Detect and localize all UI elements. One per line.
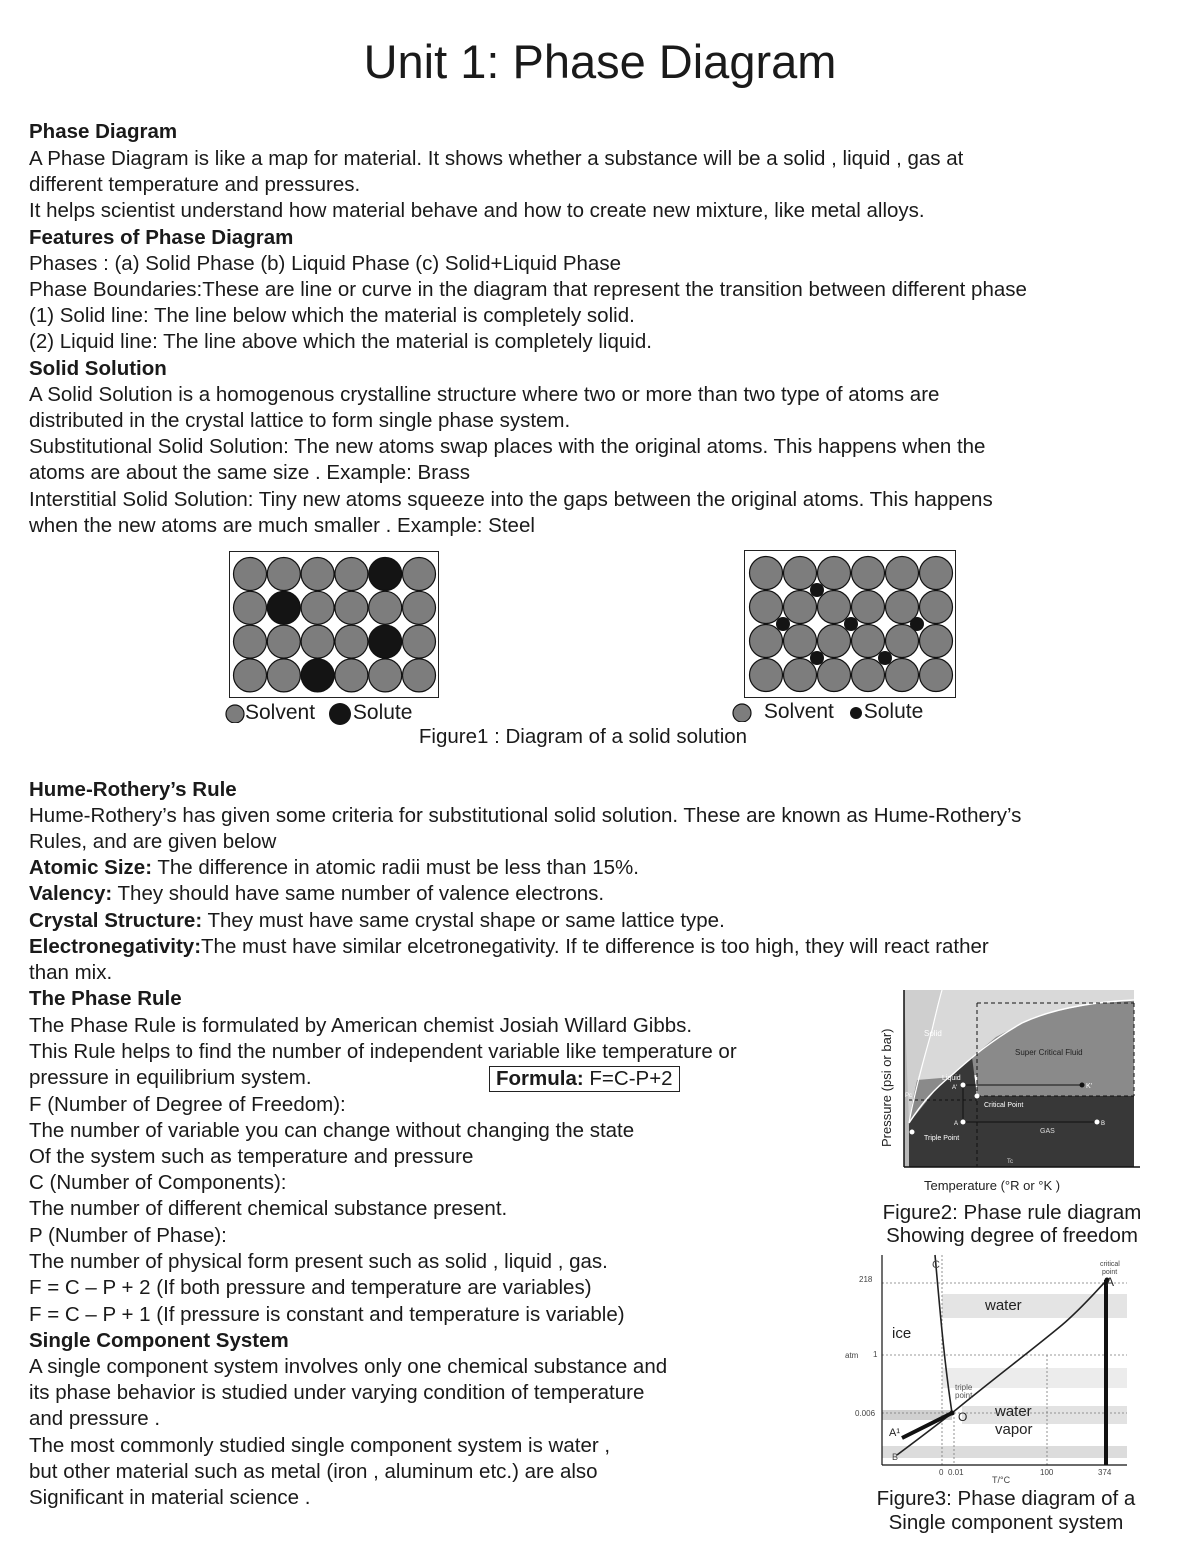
legend-solute-label: Solute (352, 701, 413, 724)
figure2-a-prime-label: A' (952, 1085, 958, 1091)
rule-crystal-structure (29, 908, 725, 934)
paragraph: atoms are about the same size . Example: Brass (29, 461, 470, 484)
rule-atomic-size (29, 855, 639, 881)
solvent-atom (335, 625, 368, 658)
formula-value: F=C-P+2 (583, 1067, 673, 1090)
triple-point-marker (910, 1130, 915, 1135)
figure3-x-tick-374: 374 (1098, 1468, 1112, 1477)
paragraph: Significant in material science . (29, 1486, 311, 1509)
interstitial-solute-atom (810, 651, 824, 665)
paragraph: The number of variable you can change without changing the state (29, 1119, 635, 1142)
substitutional-lattice-diagram (229, 551, 439, 698)
paragraph: A single component system involves only one chemical substance and (29, 1355, 668, 1378)
solvent-atom (301, 625, 334, 658)
solvent-atom (234, 591, 267, 624)
heading-features: Features of Phase Diagram (29, 226, 294, 249)
interstitial-solute-atom (878, 651, 892, 665)
rule-electronegativity (29, 934, 989, 960)
figure3-y-atm-label: atm (845, 1351, 859, 1360)
paragraph: (2) Liquid line: The line above which the material is completely liquid. (29, 330, 652, 353)
substitutional-lattice-svg (230, 552, 438, 697)
rule-label: Crystal Structure: (29, 909, 203, 932)
figure1-legend-left (225, 700, 412, 726)
formula-label: Formula: (496, 1067, 584, 1090)
point-a-prime (961, 1083, 966, 1088)
solvent-atom (852, 659, 885, 692)
solvent-atom (335, 558, 368, 591)
paragraph: Interstitial Solid Solution: Tiny new atoms squeeze into the gaps between the original atoms. This happens (29, 488, 993, 511)
figure3-a1-label: A¹ (889, 1427, 900, 1439)
solvent-atom (750, 557, 783, 590)
equation: F = C – P + 2 (If both pressure and temperature are variables) (29, 1276, 592, 1299)
solvent-atom (886, 659, 919, 692)
paragraph: A Solid Solution is a homogenous crystalline structure where two or more than two type of atoms are (29, 383, 940, 406)
rule-text: They should have same number of valence electrons. (112, 882, 605, 905)
figure2-liquid-label: Liquid (942, 1075, 961, 1082)
figure3-ice-label: ice (892, 1325, 912, 1342)
paragraph: and pressure . (29, 1407, 161, 1430)
solvent-atom (750, 591, 783, 624)
figure2-solid-label: Solid (924, 1029, 942, 1038)
solvent-dot-icon (225, 703, 245, 723)
figure1-legend-right (732, 700, 923, 724)
paragraph: C (Number of Components): (29, 1171, 287, 1194)
paragraph: The Phase Rule is formulated by American chemist Josiah Willard Gibbs. (29, 1014, 693, 1037)
figure3-caption-line1: Figure3: Phase diagram of a (876, 1487, 1136, 1510)
heading-single-component: Single Component System (29, 1329, 289, 1352)
solute-dot-icon (848, 704, 864, 720)
paragraph: Of the system such as temperature and pressure (29, 1145, 474, 1168)
point-k-prime (1080, 1083, 1085, 1088)
figure3-triple-point-label: point (955, 1391, 973, 1400)
figure3-triple-label: triple (955, 1383, 973, 1392)
solvent-atom (369, 591, 402, 624)
paragraph: F (Number of Degree of Freedom): (29, 1093, 346, 1116)
figure3-o-label: O (958, 1410, 968, 1424)
paragraph: Phase Boundaries:These are line or curve in the diagram that represent the transition between different phase (29, 278, 1027, 301)
solvent-atom (750, 625, 783, 658)
solvent-atom (886, 557, 919, 590)
solute-dot-icon (327, 700, 353, 726)
paragraph: Phases : (a) Solid Phase (b) Liquid Phase (c) Solid+Liquid Phase (29, 252, 621, 275)
rule-label: Valency: (29, 882, 113, 905)
figure2-xlabel: Temperature (°R or °K ) (924, 1178, 1061, 1193)
figure3-caption-line2: Single component system (888, 1511, 1124, 1534)
solute-atom (267, 591, 300, 624)
rule-label: Atomic Size: (29, 856, 153, 879)
solvent-atom (234, 625, 267, 658)
paragraph: its phase behavior is studied under varying condition of temperature (29, 1381, 645, 1404)
figure2-k-prime-label: K' (1086, 1083, 1093, 1090)
figure3-x-tick-0: 0 (939, 1468, 944, 1477)
solute-atom (301, 659, 334, 692)
solvent-atom (403, 625, 436, 658)
paragraph: (1) Solid line: The line below which the material is completely solid. (29, 304, 635, 327)
water-band (942, 1294, 1127, 1318)
paragraph: than mix. (29, 961, 113, 984)
figure3-c-label: C (932, 1259, 940, 1271)
legend-solvent-label: Solvent (245, 701, 316, 724)
paragraph: Rules, and are given below (29, 830, 277, 853)
solvent-atom (920, 625, 953, 658)
paragraph: It helps scientist understand how material behave and how to create new mixture, like metal alloys. (29, 199, 925, 222)
critical-point-marker (975, 1094, 980, 1099)
legend-solute-label: Solute (863, 700, 924, 723)
figure2-triple-point-label: Triple Point (924, 1135, 960, 1142)
paragraph: when the new atoms are much smaller . Example: Steel (29, 514, 535, 537)
paragraph: The number of different chemical substance present. (29, 1197, 508, 1220)
solvent-atom (403, 659, 436, 692)
figure2-supercritical-label: Super Critical Fluid (1015, 1048, 1083, 1057)
heading-solid-solution: Solid Solution (29, 357, 167, 380)
paragraph: pressure in equilibrium system. (29, 1066, 312, 1089)
solute-atom (369, 558, 402, 591)
figure3-x-tick-100: 100 (1040, 1468, 1054, 1477)
figure2-a-label: A (954, 1121, 959, 1127)
figure2-caption-line1: Figure2: Phase rule diagram (882, 1201, 1142, 1224)
paragraph: The most commonly studied single component system is water , (29, 1434, 611, 1457)
paragraph: The number of physical form present such as solid , liquid , gas. (29, 1250, 608, 1273)
figure3-water-label: water (985, 1297, 1022, 1314)
lattice-atoms (750, 557, 953, 692)
heading-phase-rule: The Phase Rule (29, 987, 182, 1010)
solvent-atom (335, 659, 368, 692)
solvent-atom (267, 659, 300, 692)
figure3-b-label: B (892, 1452, 899, 1462)
solvent-atom (818, 625, 851, 658)
figure3-a-label: A (1106, 1275, 1115, 1289)
solvent-atom (852, 557, 885, 590)
paragraph: Substitutional Solid Solution: The new atoms swap places with the original atoms. This happens when the (29, 435, 986, 458)
solvent-atom (403, 591, 436, 624)
solvent-atom (301, 591, 334, 624)
heading-phase-diagram: Phase Diagram (29, 120, 178, 143)
solvent-atom (234, 558, 267, 591)
triple-point-marker (950, 1411, 955, 1416)
figure3-single-component-diagram (842, 1250, 1132, 1485)
solvent-atom (301, 558, 334, 591)
solvent-atom (818, 557, 851, 590)
solvent-atom (750, 659, 783, 692)
formula-box (489, 1066, 680, 1092)
solvent-atom (852, 591, 885, 624)
point-a (961, 1120, 966, 1125)
paragraph: This Rule helps to find the number of independent variable like temperature or (29, 1040, 737, 1063)
solvent-atom (267, 558, 300, 591)
legend-solvent-label: Solvent (763, 700, 834, 723)
solvent-atom (920, 591, 953, 624)
solvent-atom (818, 591, 851, 624)
solvent-atom (784, 591, 817, 624)
rule-valency (29, 881, 604, 907)
rule-text: The difference in atomic radii must be less than 15%. (152, 856, 639, 879)
interstitial-solute-atom (910, 617, 924, 631)
lattice-atoms (234, 558, 436, 692)
page-title: Unit 1: Phase Diagram (363, 35, 837, 88)
paragraph: Hume-Rothery’s has given some criteria for substitutional solid solution. These are known as Hume-Rothery’s (29, 804, 1022, 827)
paragraph: different temperature and pressures. (29, 173, 361, 196)
solvent-atom (920, 659, 953, 692)
paragraph: A Phase Diagram is like a map for material. It shows whether a substance will be a solid , liquid , gas at (29, 147, 964, 170)
figure2-ylabel: Pressure (psi or bar) (879, 1028, 894, 1147)
interstitial-solute-atom (776, 617, 790, 631)
interstitial-lattice-diagram (744, 550, 956, 698)
paragraph: distributed in the crystal lattice to form single phase system. (29, 409, 571, 432)
solvent-atom (920, 557, 953, 590)
figure2-b-label: B (1101, 1121, 1106, 1127)
figure1-caption: Figure1 : Diagram of a solid solution (418, 725, 748, 748)
solvent-atom (234, 659, 267, 692)
figure3-x-label: T/°C (992, 1475, 1011, 1485)
figure3-y-tick-1: 1 (873, 1350, 878, 1359)
figure2-tc-label: Tc (1007, 1159, 1013, 1165)
solvent-atom (335, 591, 368, 624)
figure3-water-vapor-label-2: vapor (995, 1421, 1033, 1438)
rule-label: Electronegativity: (29, 935, 202, 958)
equation: F = C – P + 1 (If pressure is constant and temperature is variable) (29, 1303, 625, 1326)
interstitial-lattice-svg (745, 551, 955, 697)
solvent-atom (818, 659, 851, 692)
figure2-caption-line2: Showing degree of freedom (886, 1224, 1138, 1247)
figure2-critical-point-label: Critical Point (984, 1102, 1024, 1109)
figure2-pc-label: Pc (905, 1093, 913, 1099)
solvent-atom (852, 625, 885, 658)
figure3-y-tick-0006: 0.006 (855, 1409, 876, 1418)
point-b (1095, 1120, 1100, 1125)
solvent-dot-icon (732, 702, 752, 722)
solvent-atom (784, 625, 817, 658)
solvent-atom (784, 659, 817, 692)
solute-atom (369, 625, 402, 658)
figure3-water-vapor-label-1: water (995, 1403, 1032, 1420)
interstitial-solute-atom (844, 617, 858, 631)
rule-text: The must have similar elcetronegativity. If te difference is too high, they will react rather (201, 935, 989, 958)
interstitial-solute-atom (810, 583, 824, 597)
paragraph: but other material such as metal (iron , aluminum etc.) are also (29, 1460, 598, 1483)
paragraph: P (Number of Phase): (29, 1224, 227, 1247)
bottom-band (882, 1446, 1127, 1458)
solvent-atom (267, 625, 300, 658)
figure3-x-tick-001: 0.01 (948, 1468, 964, 1477)
solvent-atom (403, 558, 436, 591)
figure3-critical-point-label: point (1102, 1269, 1118, 1276)
solvent-atom (369, 659, 402, 692)
vapor-band (962, 1406, 1127, 1424)
figure2-gas-label: GAS (1040, 1128, 1055, 1135)
heading-hume-rothery: Hume-Rothery’s Rule (29, 778, 237, 801)
figure2-phase-rule-diagram (872, 985, 1142, 1200)
figure3-y-tick-218: 218 (859, 1275, 873, 1284)
figure3-critical-label: critical (1100, 1261, 1120, 1268)
rule-text: They must have same crystal shape or same lattice type. (202, 909, 725, 932)
solvent-atom (784, 557, 817, 590)
